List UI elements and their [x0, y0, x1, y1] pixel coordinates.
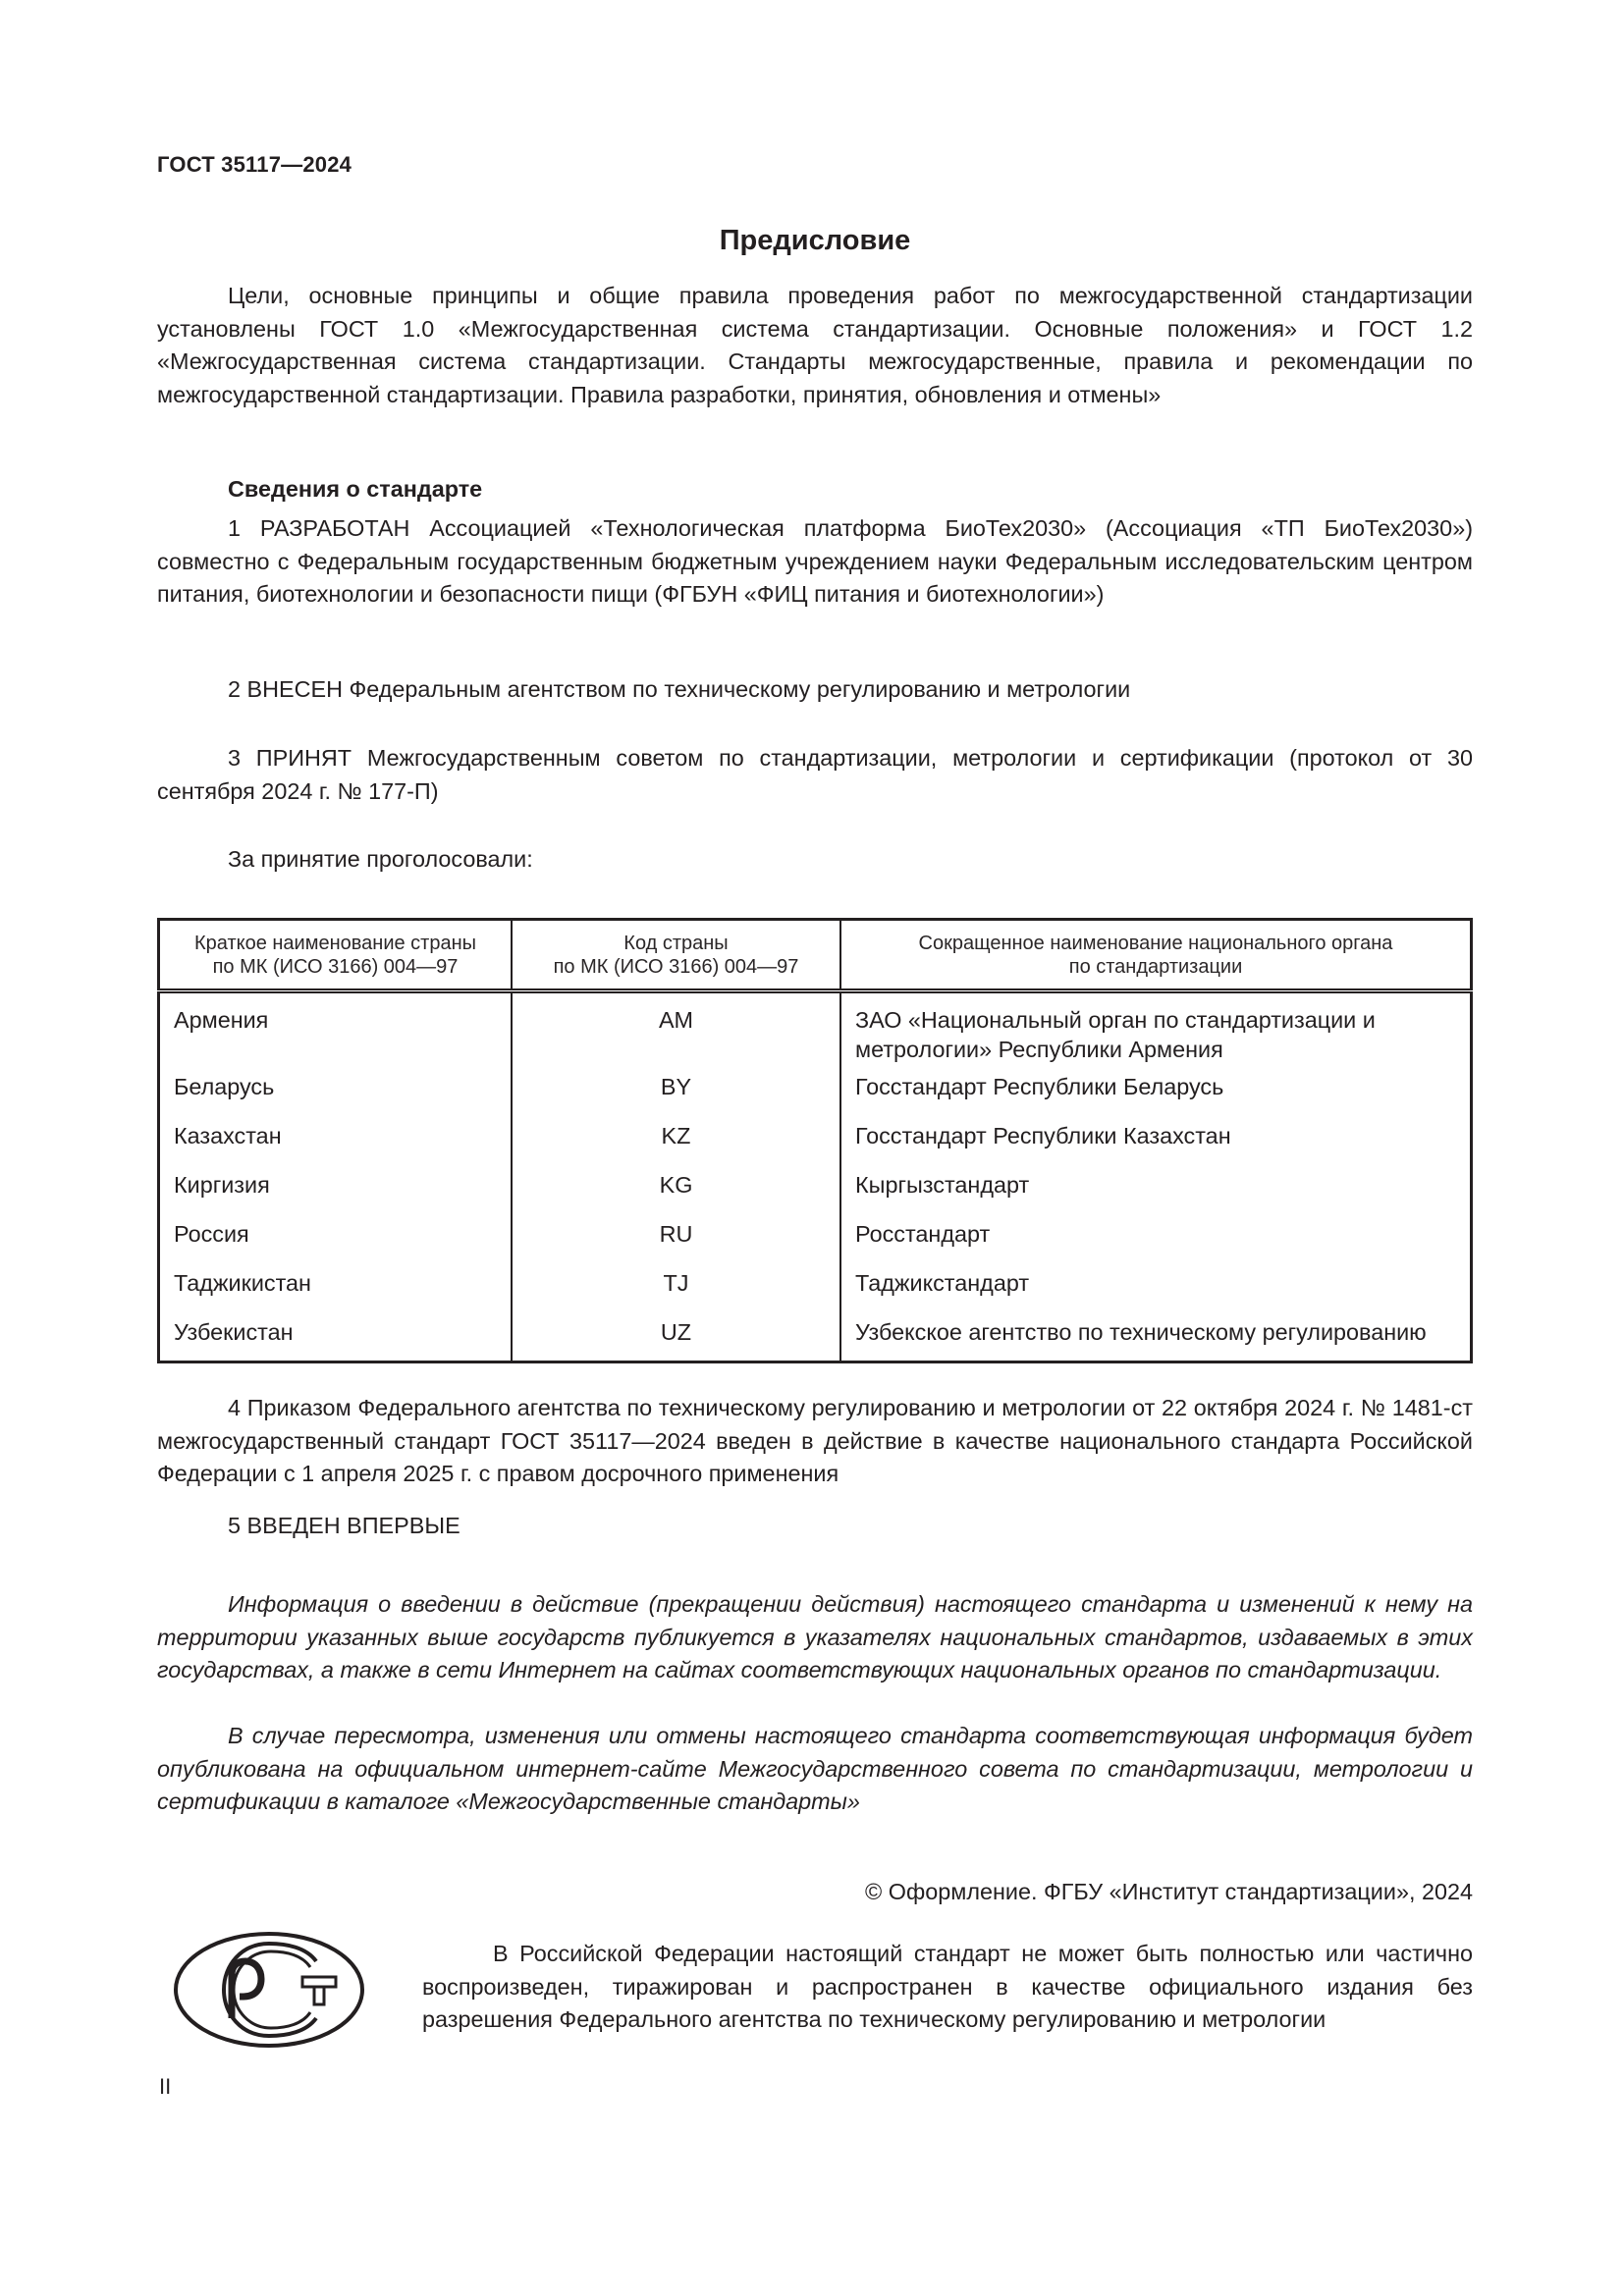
cell-code: RU: [512, 1219, 840, 1268]
item-3-adopted: 3 ПРИНЯТ Межгосударственным советом по стандартизации, метрологии и сертификации (протокол от 30 сентября 2024 г. № 177-П): [157, 745, 1473, 804]
column-header-national-body: Сокращенное наименование национального органа по стандартизации: [840, 920, 1472, 991]
table-row: [159, 991, 1472, 1073]
cell-national-body: Таджикстандарт: [840, 1268, 1472, 1317]
cell-national-body: Кыргызстандарт: [840, 1170, 1472, 1219]
table-row: [159, 1317, 1472, 1362]
cell-country: Армения: [174, 1007, 269, 1033]
item-5-first-introduced: 5 ВВЕДЕН ВПЕРВЫЕ: [228, 1513, 460, 1538]
page-title: Предисловие: [719, 225, 911, 256]
cell-code: AM: [512, 991, 840, 1073]
cell-country: Казахстан: [174, 1123, 282, 1148]
cell-national-body: Госстандарт Республики Казахстан: [840, 1121, 1472, 1170]
table-row: [159, 1072, 1472, 1121]
table-row: [159, 1268, 1472, 1317]
cell-code: TJ: [512, 1268, 840, 1317]
cell-country: Таджикистан: [174, 1270, 311, 1296]
copyright-notice: © Оформление. ФГБУ «Институт стандартизации», 2024: [865, 1879, 1473, 1904]
italic-note-revision: В случае пересмотра, изменения или отмены настоящего стандарта соответствующая информация будет опубликована на официальном интернет-сайте Межгосударственного совета по стандартизации, метрологии и сертификации в каталоге «Межгосударственные стандарты»: [157, 1723, 1473, 1814]
cell-national-body: Госстандарт Республики Беларусь: [840, 1072, 1472, 1121]
reproduction-notice: В Российской Федерации настоящий стандарт не может быть полностью или частично воспроизведен, тиражирован и распространен в качестве официального издания без разрешения Федерального агентства по техническому регулированию и метрологии: [422, 1941, 1473, 2032]
cell-country: Россия: [174, 1221, 249, 1247]
item-1-developed: 1 РАЗРАБОТАН Ассоциацией «Технологическая платформа БиоТех2030» (Ассоциация «ТП БиоТех2030») совместно с Федеральным государственным бюджетным учреждением науки Федеральным исследовательским центром питания, биотехнологии и безопасности пищи (ФГБУН «ФИЦ питания и биотехнологии»): [157, 515, 1473, 607]
column-header-country: Краткое наименование страны по МК (ИСО 3166) 004—97: [159, 920, 513, 991]
document-id-header: ГОСТ 35117—2024: [157, 152, 352, 177]
page-number: II: [159, 2074, 172, 2099]
table-row: [159, 1170, 1472, 1219]
cell-code: BY: [512, 1072, 840, 1121]
table-header-row: [159, 920, 1472, 991]
cell-national-body: Узбекское агентство по техническому регулированию: [840, 1317, 1472, 1362]
cell-code: KG: [512, 1170, 840, 1219]
item-2-submitted: 2 ВНЕСЕН Федеральным агентством по техническому регулированию и метрологии: [228, 676, 1131, 702]
cell-code: UZ: [512, 1317, 840, 1362]
cell-national-body: Росстандарт: [840, 1219, 1472, 1268]
italic-note-publication: Информация о введении в действие (прекращении действия) настоящего стандарта и изменений к нему на территории указанных выше государств публикуется в указателях национальных стандартов, издаваемых в этих государствах, а также в сети Интернет на сайтах соответствующих национальных органов по стандартизации.: [157, 1591, 1473, 1682]
rst-certification-mark-icon: [171, 1930, 367, 2050]
cell-country: Киргизия: [174, 1172, 270, 1198]
cell-national-body: ЗАО «Национальный орган по стандартизации и метрологии» Республики Армения: [840, 991, 1472, 1073]
cell-code: KZ: [512, 1121, 840, 1170]
item-4-order: 4 Приказом Федерального агентства по техническому регулированию и метрологии от 22 октября 2024 г. № 1481-ст межгосударственный стандарт ГОСТ 35117—2024 введен в действие в качестве национального стандарта Российской Федерации с 1 апреля 2025 г. с правом досрочного применения: [157, 1395, 1473, 1486]
voted-label: За принятие проголосовали:: [228, 846, 533, 872]
table-row: [159, 1121, 1472, 1170]
table-row: [159, 1219, 1472, 1268]
column-header-code: Код страны по МК (ИСО 3166) 004—97: [512, 920, 840, 991]
standard-info-heading: Сведения о стандарте: [228, 476, 483, 502]
cell-country: Беларусь: [174, 1074, 275, 1099]
voting-countries-table: [157, 918, 1473, 1363]
intro-paragraph: Цели, основные принципы и общие правила проведения работ по межгосударственной стандартизации установлены ГОСТ 1.0 «Межгосударственная система стандартизации. Основные положения» и ГОСТ 1.2 «Межгосударственная система стандартизации. Стандарты межгосударственные, правила и рекомендации по межгосударственной стандартизации. Правила разработки, принятия, обновления и отмены»: [157, 283, 1473, 407]
cell-country: Узбекистан: [174, 1319, 294, 1345]
